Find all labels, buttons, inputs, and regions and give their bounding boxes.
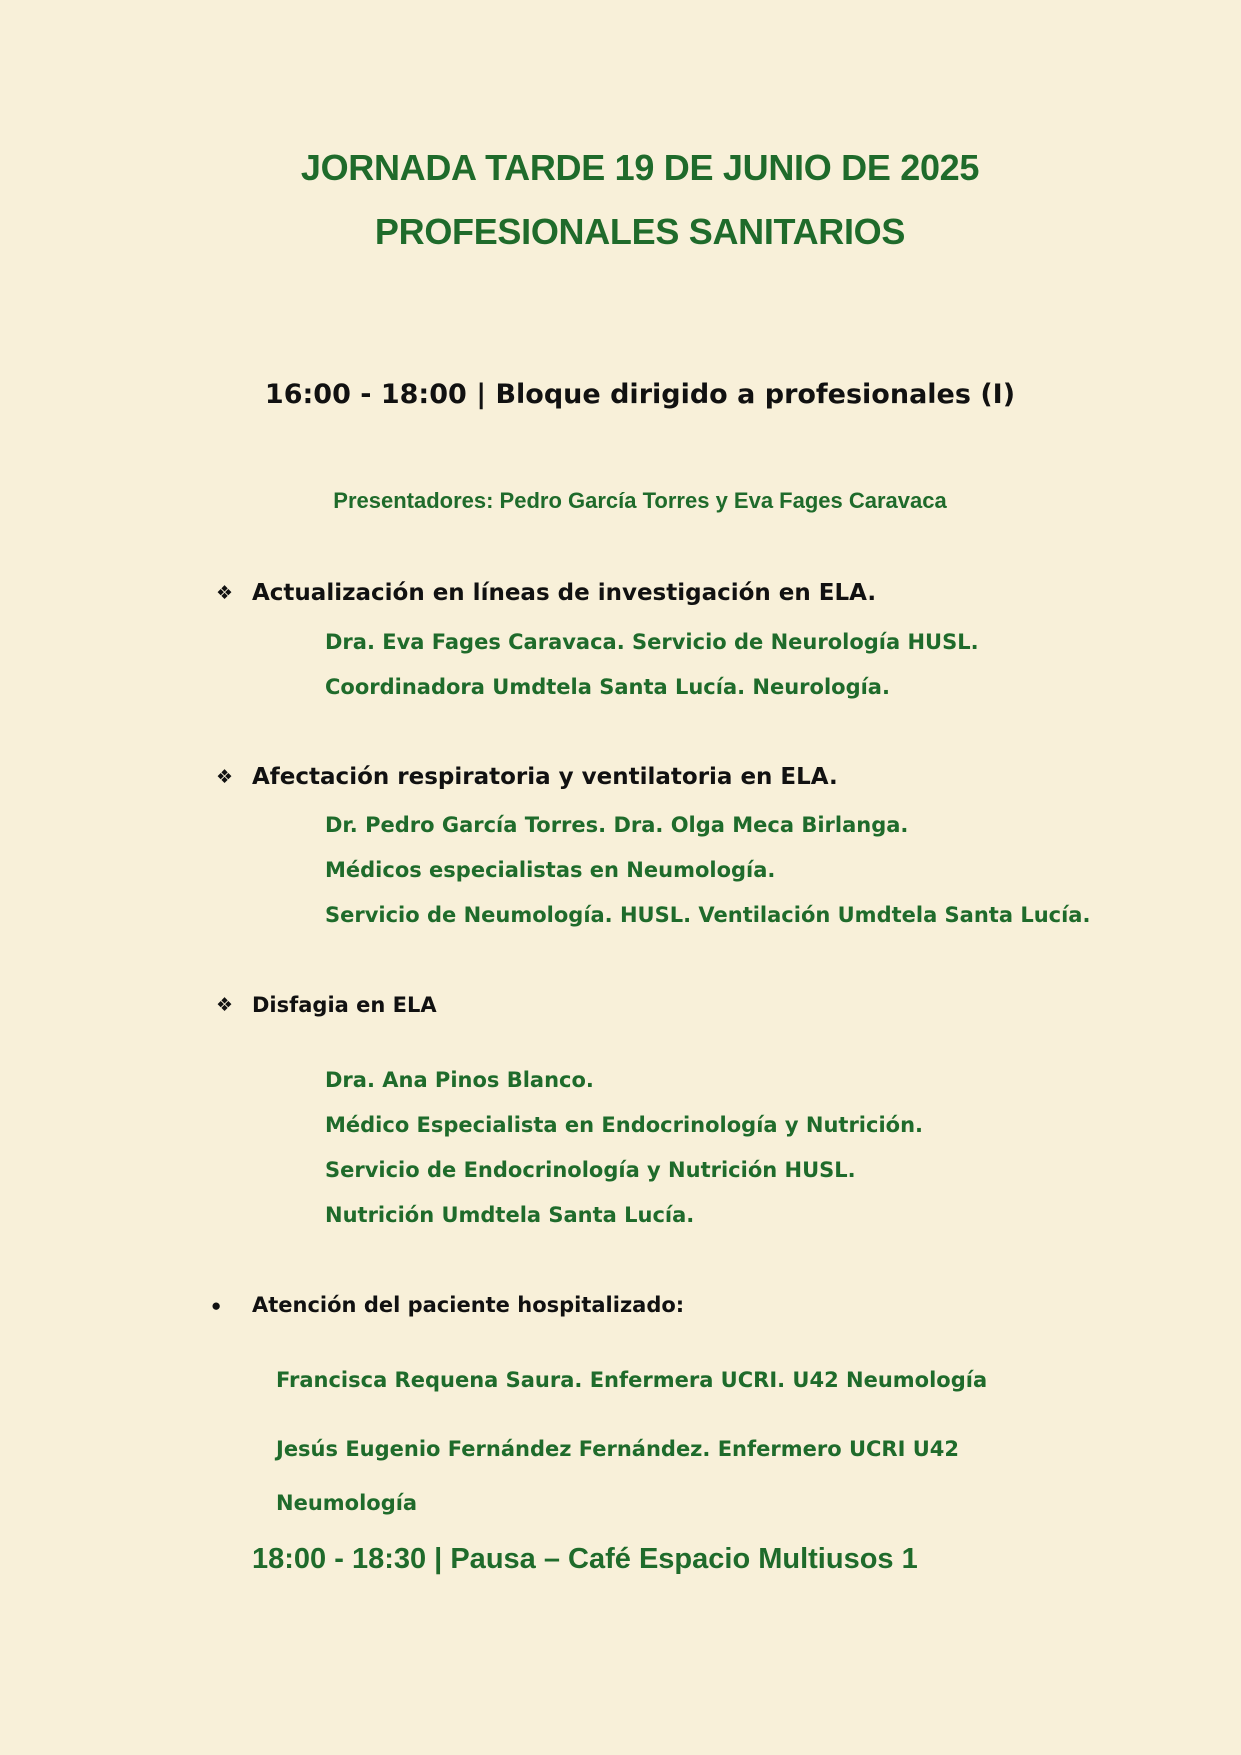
- presenters-line: Presentadores: Pedro García Torres y Eva Fages Caravaca: [333, 488, 947, 513]
- topic-title: Afectación respiratoria y ventilatoria en ELA.: [252, 764, 838, 790]
- speaker-line: Nutrición Umdtela Santa Lucía.: [325, 1203, 695, 1227]
- speaker-line: Médicos especialistas en Neumología.: [325, 858, 776, 882]
- topic-title: Atención del paciente hospitalizado:: [252, 1293, 685, 1317]
- topic-title: Disfagia en ELA: [252, 993, 437, 1017]
- title-line-1: JORNADA TARDE 19 DE JUNIO DE 2025: [300, 147, 980, 188]
- diamond-bullet-icon: ❖: [216, 995, 234, 1016]
- topic-title: Actualización en líneas de investigación en ELA.: [252, 580, 877, 606]
- speaker-line: Francisca Requena Saura. Enfermera UCRI. U42 Neumología: [276, 1368, 988, 1392]
- pause-line: 18:00 - 18:30 | Pausa – Café Espacio Multiusos 1: [252, 1543, 918, 1575]
- speaker-line: Coordinadora Umdtela Santa Lucía. Neurología.: [325, 675, 890, 699]
- speaker-line: Jesús Eugenio Fernández Fernández. Enfermero UCRI U42: [276, 1437, 959, 1461]
- speaker-line: Servicio de Endocrinología y Nutrición HUSL.: [325, 1158, 856, 1182]
- title-line-2: PROFESIONALES SANITARIOS: [374, 211, 906, 252]
- speaker-line: Dr. Pedro García Torres. Dra. Olga Meca Birlanga.: [325, 813, 909, 837]
- speaker-line: Dra. Eva Fages Caravaca. Servicio de Neurología HUSL.: [325, 630, 979, 654]
- diamond-bullet-icon: ❖: [216, 583, 234, 604]
- speaker-line: Dra. Ana Pinos Blanco.: [325, 1068, 594, 1092]
- speaker-line: Médico Especialista en Endocrinología y Nutrición.: [325, 1113, 924, 1137]
- speaker-line: Neumología: [276, 1491, 418, 1515]
- speaker-line: Servicio de Neumología. HUSL. Ventilación Umdtela Santa Lucía.: [325, 903, 1091, 927]
- dot-bullet-icon: ●: [211, 1296, 222, 1315]
- diamond-bullet-icon: ❖: [216, 767, 234, 788]
- block-time-title: 16:00 - 18:00 | Bloque dirigido a profesionales (I): [264, 379, 1016, 410]
